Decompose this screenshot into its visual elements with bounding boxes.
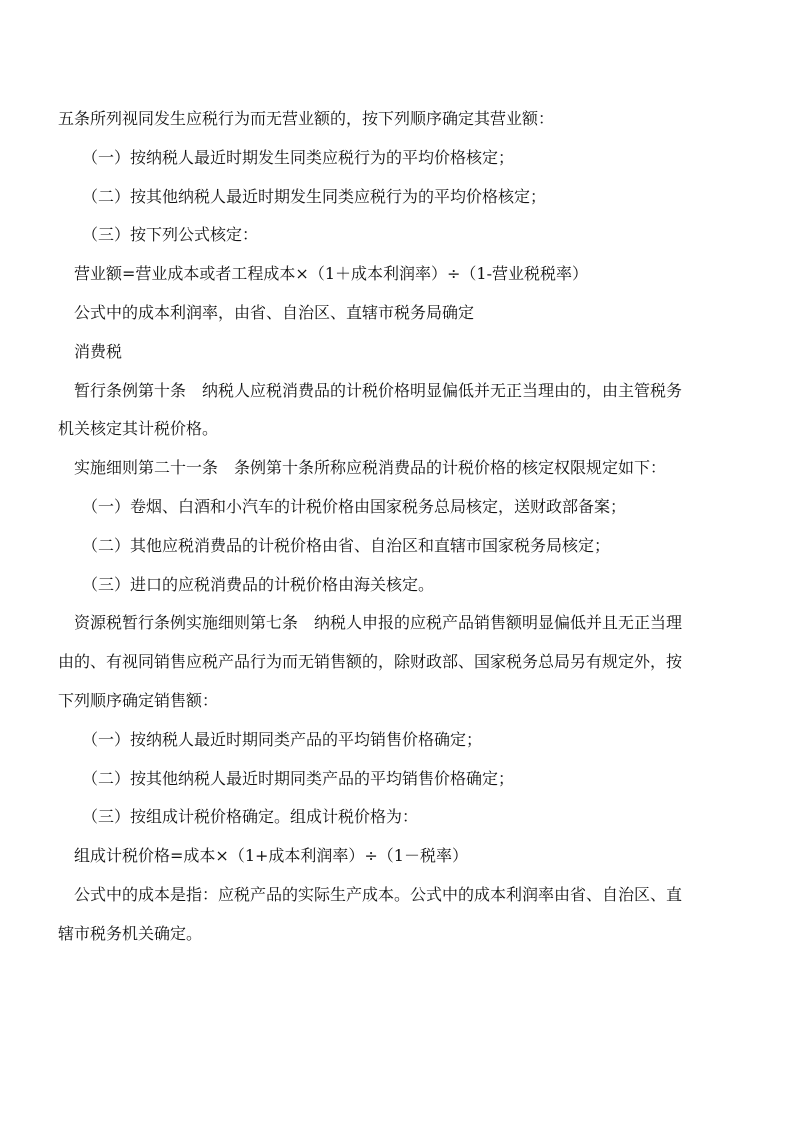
- list-item: （一）按纳税人最近时期同类产品的平均销售价格确定；: [82, 729, 483, 749]
- formula-line: 营业额=营业成本或者工程成本×（1＋成本利润率）÷（1-营业税税率）: [74, 264, 588, 284]
- list-item: （三）进口的应税消费品的计税价格由海关核定。: [82, 574, 435, 594]
- document-body: [58, 100, 738, 954]
- list-item: （二）按其他纳税人最近时期同类产品的平均销售价格确定；: [82, 768, 515, 788]
- paragraph-line: 由的、有视同销售应税产品行为而无销售额的，除财政部、国家税务总局另有规定外，按: [58, 652, 683, 672]
- section-heading: 消费税: [74, 341, 123, 361]
- paragraph-line: 机关核定其计税价格。: [58, 419, 219, 439]
- paragraph-line: 公式中的成本是指：应税产品的实际生产成本。公式中的成本利润率由省、自治区、直: [74, 884, 683, 904]
- paragraph-line: 暂行条例第十条 纳税人应税消费品的计税价格明显偏低并无正当理由的，由主管税务: [74, 380, 683, 400]
- list-item: （三）按组成计税价格确定。组成计税价格为：: [82, 807, 419, 827]
- list-item: （二）按其他纳税人最近时期发生同类应税行为的平均价格核定；: [82, 186, 547, 206]
- paragraph-line: 资源税暂行条例实施细则第七条 纳税人申报的应税产品销售额明显偏低并且无正当理: [74, 613, 683, 633]
- paragraph-line: 公式中的成本利润率，由省、自治区、直辖市税务局确定: [74, 302, 475, 322]
- paragraph-line: 五条所列视同发生应税行为而无营业额的，按下列顺序确定其营业额：: [58, 109, 555, 128]
- formula-line: 组成计税价格=成本×（1+成本利润率）÷（1－税率）: [74, 846, 468, 866]
- list-item: （二）其他应税消费品的计税价格由省、自治区和直辖市国家税务局核定；: [82, 535, 611, 555]
- list-item: （一）卷烟、白酒和小汽车的计税价格由国家税务总局核定，送财政部备案；: [82, 496, 627, 516]
- paragraph-line: 辖市税务机关确定。: [58, 923, 203, 943]
- list-item: （一）按纳税人最近时期发生同类应税行为的平均价格核定；: [82, 147, 515, 167]
- paragraph-line: 实施细则第二十一条 条例第十条所称应税消费品的计税价格的核定权限规定如下：: [74, 458, 667, 478]
- list-item: （三）按下列公式核定：: [82, 225, 259, 245]
- paragraph-line: 下列顺序确定销售额：: [58, 690, 219, 710]
